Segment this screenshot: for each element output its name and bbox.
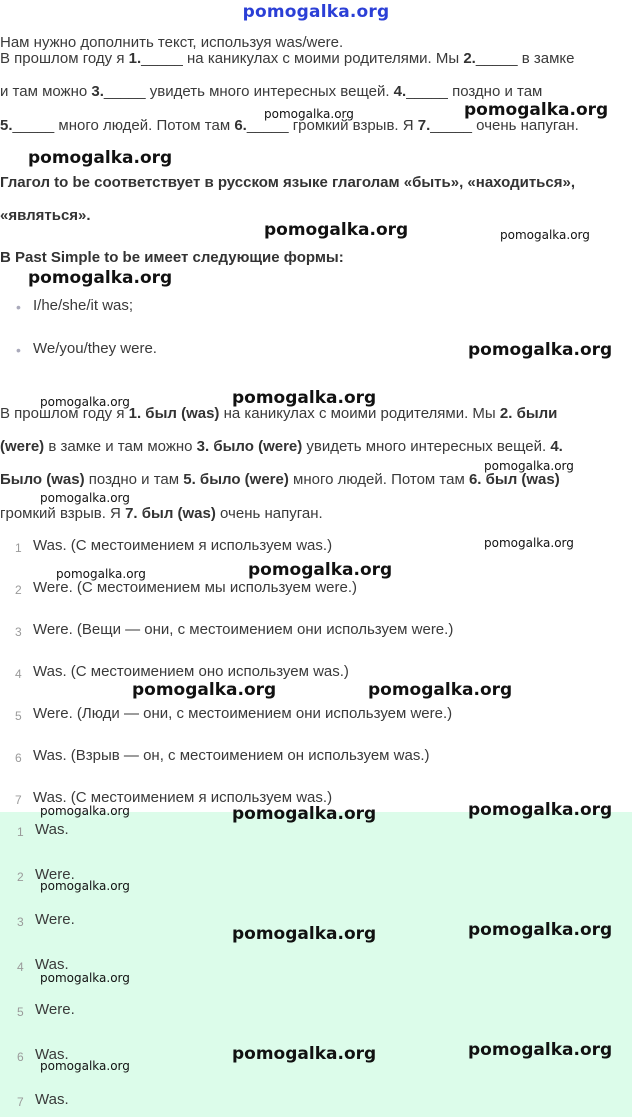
watermark: pomogalka.org bbox=[232, 1044, 377, 1064]
answer-item: Was. bbox=[35, 1091, 69, 1108]
explanation-item: Was. (Взрыв — он, с местоимением он используем was.) bbox=[33, 747, 430, 764]
answer-number: 3 bbox=[17, 915, 24, 929]
task-line-1: В прошлом году я 1._____ на каникулах с моими родителями. Мы 2._____ в замке bbox=[0, 50, 575, 67]
task-line-3: 5._____ много людей. Потом там 6._____ громкий взрыв. Я 7._____ очень напуган. bbox=[0, 117, 579, 134]
watermark: pomogalka.org bbox=[40, 395, 130, 409]
explanation-item: Was. (С местоимением оно используем was.) bbox=[33, 663, 349, 680]
watermark: pomogalka.org bbox=[464, 100, 609, 120]
answer-item: Was. bbox=[35, 821, 69, 838]
explanation-number: 6 bbox=[15, 751, 22, 765]
watermark: pomogalka.org bbox=[28, 148, 173, 168]
form-plural: We/you/they were. bbox=[33, 340, 157, 357]
answer-number: 6 bbox=[17, 1050, 24, 1064]
filled-line-2: (were) в замке и там можно 3. было (were) увидеть много интересных вещей. 4. bbox=[0, 438, 563, 455]
watermark: pomogalka.org bbox=[468, 800, 613, 820]
answer-item: Were. bbox=[35, 866, 75, 883]
answer-item: Was. bbox=[35, 1046, 69, 1063]
bullet-icon: • bbox=[16, 342, 21, 358]
watermark: pomogalka.org bbox=[264, 107, 354, 121]
watermark: pomogalka.org bbox=[484, 536, 574, 550]
watermark: pomogalka.org bbox=[132, 680, 277, 700]
watermark: pomogalka.org bbox=[40, 491, 130, 505]
watermark: pomogalka.org bbox=[40, 804, 130, 818]
explanation-number: 7 bbox=[15, 793, 22, 807]
bullet-icon: • bbox=[16, 299, 21, 315]
answer-number: 5 bbox=[17, 1005, 24, 1019]
answer-number: 4 bbox=[17, 960, 24, 974]
answer-number: 7 bbox=[17, 1095, 24, 1109]
form-singular: I/he/she/it was; bbox=[33, 297, 134, 314]
watermark: pomogalka.org bbox=[28, 268, 173, 288]
answer-number: 2 bbox=[17, 870, 24, 884]
filled-line-1: В прошлом году я 1. был (was) на каникулах с моими родителями. Мы 2. были bbox=[0, 405, 558, 422]
watermark: pomogalka.org bbox=[232, 388, 377, 408]
watermark: pomogalka.org bbox=[500, 228, 590, 242]
explanation-number: 2 bbox=[15, 583, 22, 597]
explanation-item: Was. (С местоимением я используем was.) bbox=[33, 537, 333, 554]
task-intro: Нам нужно дополнить текст, используя was/were. bbox=[0, 34, 344, 51]
watermark: pomogalka.org bbox=[56, 567, 146, 581]
watermark: pomogalka.org bbox=[264, 220, 409, 240]
watermark: pomogalka.org bbox=[248, 560, 393, 580]
answer-item: Was. bbox=[35, 956, 69, 973]
answer-item: Were. bbox=[35, 911, 75, 928]
filled-line-3: Было (was) поздно и там 5. было (were) много людей. Потом там 6. был (was) bbox=[0, 471, 560, 488]
watermark: pomogalka.org bbox=[232, 924, 377, 944]
answer-number: 1 bbox=[17, 825, 24, 839]
filled-line-4: громкий взрыв. Я 7. был (was) очень напуган. bbox=[0, 505, 323, 522]
explanation-item: Were. (С местоимением мы используем were.) bbox=[33, 579, 357, 596]
watermark: pomogalka.org bbox=[40, 879, 130, 893]
watermark: pomogalka.org bbox=[468, 340, 613, 360]
theory-paragraph-line-2: «являться». bbox=[0, 207, 91, 224]
site-header-logo[interactable]: pomogalka.org bbox=[242, 2, 390, 22]
theory-paragraph-line-1: Глагол to be соответствует в русском языке глаголам «быть», «находиться», bbox=[0, 174, 576, 191]
watermark: pomogalka.org bbox=[468, 920, 613, 940]
explanation-item: Were. (Люди — они, с местоимением они используем were.) bbox=[33, 705, 453, 722]
explanation-item: Were. (Вещи — они, с местоимением они используем were.) bbox=[33, 621, 454, 638]
watermark: pomogalka.org bbox=[40, 1059, 130, 1073]
explanation-number: 3 bbox=[15, 625, 22, 639]
watermark: pomogalka.org bbox=[484, 459, 574, 473]
watermark: pomogalka.org bbox=[468, 1040, 613, 1060]
explanation-number: 5 bbox=[15, 709, 22, 723]
explanation-number: 4 bbox=[15, 667, 22, 681]
watermark: pomogalka.org bbox=[40, 971, 130, 985]
explanation-number: 1 bbox=[15, 541, 22, 555]
explanation-item: Was. (С местоимением я используем was.) bbox=[33, 789, 333, 806]
answer-item: Were. bbox=[35, 1001, 75, 1018]
watermark: pomogalka.org bbox=[368, 680, 513, 700]
theory-past-simple-heading: В Past Simple to be имеет следующие формы: bbox=[0, 249, 344, 266]
task-line-2: и там можно 3._____ увидеть много интересных вещей. 4._____ поздно и там bbox=[0, 83, 543, 100]
watermark: pomogalka.org bbox=[232, 804, 377, 824]
